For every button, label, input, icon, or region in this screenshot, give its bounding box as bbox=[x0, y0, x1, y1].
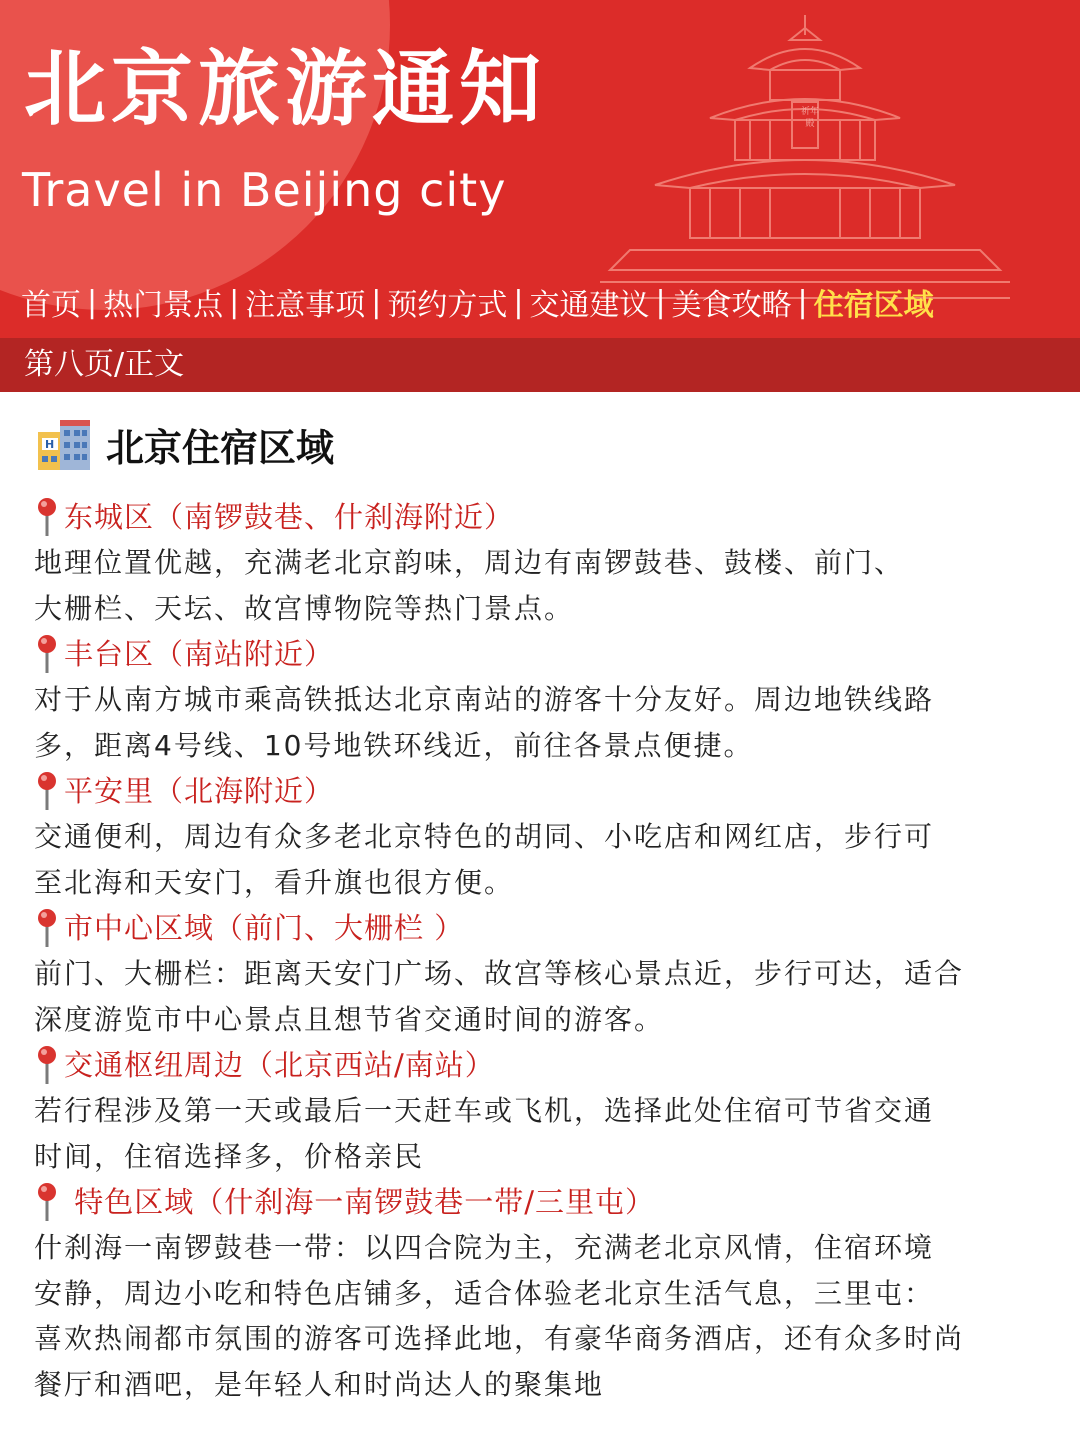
area-description-line: 什刹海一南锣鼓巷一带：以四合院为主，充满老北京风情，住宿环境 bbox=[34, 1231, 935, 1264]
nav-separator: | bbox=[513, 284, 524, 320]
area-section bbox=[34, 1179, 1064, 1407]
area-description-line: 至北海和天安门，看升旗也很方便。 bbox=[34, 865, 515, 899]
section-heading-text: 北京住宿区域 bbox=[106, 425, 335, 470]
location-pin-icon bbox=[34, 770, 60, 812]
nav-item-attractions[interactable]: 热门景点 bbox=[103, 288, 224, 323]
nav-separator: | bbox=[229, 284, 240, 320]
area-title-text: 丰台区（南站附近） bbox=[64, 637, 335, 671]
nav-separator: | bbox=[371, 284, 382, 320]
area-title bbox=[34, 1042, 1064, 1088]
location-pin-icon bbox=[34, 1044, 60, 1086]
area-description-line: 多，距离4号线、10号地铁环线近，前往各景点便捷。 bbox=[34, 728, 754, 762]
area-title-text: 市中心区域（前门、大栅栏 ） bbox=[64, 911, 465, 945]
nav-separator: | bbox=[87, 284, 98, 320]
area-description-line: 安静，周边小吃和特色店铺多，适合体验老北京生活气息，三里屯： bbox=[34, 1276, 935, 1310]
section-heading bbox=[36, 414, 334, 474]
area-title bbox=[34, 631, 1064, 677]
temple-plaque: 祈年殿 bbox=[801, 107, 820, 129]
area-description-line: 地理位置优越，充满老北京韵味，周边有南锣鼓巷、鼓楼、前门、 bbox=[34, 546, 905, 579]
area-section bbox=[34, 494, 1064, 631]
area-section bbox=[34, 768, 1064, 905]
nav-separator: | bbox=[797, 284, 808, 320]
area-description-line: 餐厅和酒吧，是年轻人和时尚达人的聚集地 bbox=[34, 1367, 605, 1401]
area-title bbox=[34, 768, 1064, 814]
location-pin-icon bbox=[34, 1181, 60, 1223]
area-description-line: 时间，住宿选择多，价格亲民 bbox=[34, 1139, 425, 1173]
nav-item-home[interactable]: 首页 bbox=[21, 288, 81, 323]
accommodation-content bbox=[34, 494, 1064, 1407]
nav-item-notices[interactable]: 注意事项 bbox=[245, 288, 366, 323]
top-navigation bbox=[18, 274, 1070, 330]
page-label: 第八页/正文 bbox=[24, 347, 185, 382]
area-title bbox=[34, 1179, 1064, 1225]
page-title: 北京旅游通知 bbox=[24, 42, 547, 137]
location-pin-icon bbox=[34, 633, 60, 675]
area-section bbox=[34, 1042, 1064, 1179]
area-title-text: 交通枢纽周边（北京西站/南站） bbox=[64, 1048, 495, 1082]
area-title bbox=[34, 494, 1064, 540]
temple-of-heaven-illustration bbox=[600, 10, 1010, 310]
area-description-line: 对于从南方城市乘高铁抵达北京南站的游客十分友好。周边地铁线路 bbox=[34, 683, 935, 716]
area-title-text: 特色区域（什刹海一南锣鼓巷一带/三里屯） bbox=[64, 1185, 655, 1219]
area-description-line: 喜欢热闹都市氛围的游客可选择此地，有豪华商务酒店，还有众多时尚 bbox=[34, 1322, 965, 1355]
nav-item-transport[interactable]: 交通建议 bbox=[529, 288, 650, 323]
location-pin-icon bbox=[34, 496, 60, 538]
area-section bbox=[34, 905, 1064, 1042]
header-banner bbox=[0, 0, 1080, 338]
area-title-text: 平安里（北海附近） bbox=[64, 774, 335, 808]
page-subtitle: Travel in Beijing city bbox=[22, 163, 507, 217]
area-description-line: 大栅栏、天坛、故宫博物院等热门景点。 bbox=[34, 591, 575, 625]
area-description-line: 深度游览市中心景点且想节省交通时间的游客。 bbox=[34, 1002, 665, 1036]
nav-item-booking[interactable]: 预约方式 bbox=[387, 288, 508, 323]
svg-text:H: H bbox=[45, 438, 55, 451]
hotel-icon bbox=[36, 416, 92, 472]
area-description-line: 交通便利，周边有众多老北京特色的胡同、小吃店和网红店，步行可 bbox=[34, 820, 935, 853]
area-title-text: 东城区（南锣鼓巷、什刹海附近） bbox=[64, 500, 515, 534]
area-description-line: 前门、大栅栏：距离天安门广场、故宫等核心景点近，步行可达，适合 bbox=[34, 957, 965, 990]
nav-item-accommodation[interactable]: 住宿区域 bbox=[813, 288, 934, 323]
area-description-line: 若行程涉及第一天或最后一天赶车或飞机，选择此处住宿可节省交通 bbox=[34, 1094, 935, 1127]
nav-item-food[interactable]: 美食攻略 bbox=[671, 288, 792, 323]
location-pin-icon bbox=[34, 907, 60, 949]
area-section bbox=[34, 631, 1064, 768]
area-title bbox=[34, 905, 1064, 951]
page-indicator-bar bbox=[0, 338, 1080, 392]
nav-separator: | bbox=[655, 284, 666, 320]
